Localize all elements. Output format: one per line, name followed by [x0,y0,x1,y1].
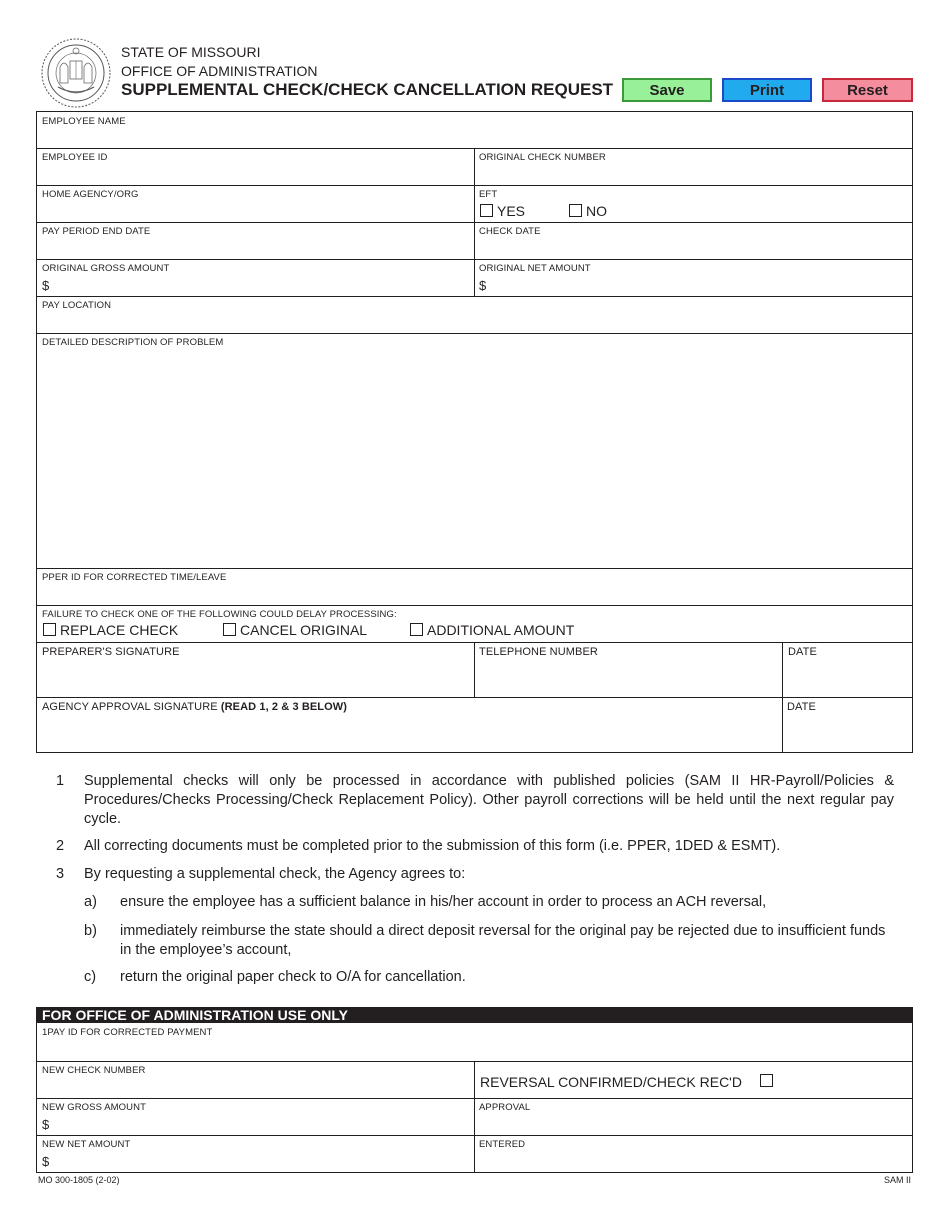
oa-section-heading: FOR OFFICE OF ADMINISTRATION USE ONLY [36,1007,913,1023]
dollar-sign: $ [42,1117,50,1132]
eft-no-checkbox[interactable] [569,204,582,217]
date-label: DATE [787,701,816,713]
original-net-field[interactable] [474,259,913,297]
agency-approval-text: AGENCY APPROVAL SIGNATURE [42,701,221,713]
new-check-number-field[interactable] [36,1061,475,1099]
pay-location-label: PAY LOCATION [42,300,112,311]
original-gross-label: ORIGINAL GROSS AMOUNT [42,263,170,274]
entered-label: ENTERED [479,1139,526,1150]
agency-approval-label [42,701,347,713]
home-agency-field[interactable] [36,185,475,223]
replace-check-label: REPLACE CHECK [60,622,179,638]
form-title: SUPPLEMENTAL CHECK/CHECK CANCELLATION REQUEST [121,80,614,99]
dollar-sign: $ [42,1154,50,1169]
instruction-2: All correcting documents must be completed prior to the submission of this form (i.e. PPER, 1DED & ESMT). [84,838,781,854]
instruction-number: 1 [56,773,65,789]
reversal-confirmed-field [474,1061,913,1099]
state-name: STATE OF MISSOURI [121,44,261,60]
cancel-original-option[interactable] [223,622,367,640]
state-seal [40,37,112,109]
eft-field [474,185,913,223]
entered-field[interactable] [474,1135,913,1173]
cancel-original-label: CANCEL ORIGINAL [240,622,368,638]
additional-amount-label: ADDITIONAL AMOUNT [427,622,575,638]
eft-no-option[interactable] [569,203,607,221]
instruction-3b: immediately reimburse the state should a direct deposit reversal for the original pay be rejected due to insufficient funds in the employee’s account, [120,923,886,958]
description-label: DETAILED DESCRIPTION OF PROBLEM [42,337,224,348]
failure-note: FAILURE TO CHECK ONE OF THE FOLLOWING COULD DELAY PROCESSING: [42,609,397,620]
employee-id-label: EMPLOYEE ID [42,152,108,163]
instruction-3a: ensure the employee has a sufficient balance in his/her account in order to process an ACH reversal, [120,894,767,910]
instruction-3c: return the original paper check to O/A for cancellation. [120,969,466,985]
dollar-sign: $ [42,278,50,293]
pay-period-end-label: PAY PERIOD END DATE [42,226,151,237]
check-date-label: CHECK DATE [479,226,541,237]
instruction-1: Supplemental checks will only be processed in accordance with published policies (SAM II HR-Payroll/Policies & Procedures/Checks Processing/Check Replacement Policy). Other payroll corrections will be held until the next regular pay cycle. [84,773,894,827]
pay-period-end-field[interactable] [36,222,475,260]
agency-approval-field[interactable] [36,697,783,753]
original-check-number-label: ORIGINAL CHECK NUMBER [479,152,606,163]
check-date-field[interactable] [474,222,913,260]
new-gross-field[interactable] [36,1098,475,1136]
preparer-date-field[interactable] [782,642,913,698]
new-gross-label: NEW GROSS AMOUNT [42,1102,146,1113]
eft-yes-label: YES [497,203,526,219]
agency-approval-note: (READ 1, 2 & 3 BELOW) [220,701,348,713]
instruction-letter: a) [84,894,97,910]
system-name: SAM II [884,1175,912,1185]
employee-name-field[interactable] [36,111,913,149]
cancel-original-checkbox[interactable] [223,623,236,636]
instruction-3: By requesting a supplemental check, the Agency agrees to: [84,866,466,882]
new-net-label: NEW NET AMOUNT [42,1139,131,1150]
reset-button[interactable]: Reset [822,78,913,102]
dollar-sign: $ [479,278,487,293]
preparer-signature-field[interactable] [36,642,475,698]
pay-id-label: 1PAY ID FOR CORRECTED PAYMENT [42,1027,213,1038]
new-net-field[interactable] [36,1135,475,1173]
new-check-number-label: NEW CHECK NUMBER [42,1065,146,1076]
eft-yes-option[interactable] [480,203,525,221]
preparer-signature-label: PREPARER'S SIGNATURE [42,646,180,658]
approval-label: APPROVAL [479,1102,531,1113]
original-check-number-field[interactable] [474,148,913,186]
instruction-letter: c) [84,969,97,985]
print-button[interactable]: Print [722,78,812,102]
pper-id-label: PPER ID FOR CORRECTED TIME/LEAVE [42,572,227,583]
reversal-confirmed-checkbox[interactable] [760,1074,773,1087]
eft-label: EFT [479,189,498,200]
replace-check-option[interactable] [43,622,178,640]
original-gross-field[interactable] [36,259,475,297]
missouri-state-seal-icon [40,37,112,109]
pper-id-field[interactable] [36,568,913,606]
description-field[interactable] [36,333,913,569]
telephone-field[interactable] [474,642,783,698]
original-net-label: ORIGINAL NET AMOUNT [479,263,591,274]
office-name: OFFICE OF ADMINISTRATION [121,63,318,79]
eft-yes-checkbox[interactable] [480,204,493,217]
employee-name-label: EMPLOYEE NAME [42,116,126,127]
instruction-number: 3 [56,866,65,882]
home-agency-label: HOME AGENCY/ORG [42,189,139,200]
pay-location-field[interactable] [36,296,913,334]
replace-check-checkbox[interactable] [43,623,56,636]
employee-id-field[interactable] [36,148,475,186]
additional-amount-checkbox[interactable] [410,623,423,636]
form-number: MO 300-1805 (2-02) [38,1175,120,1185]
additional-amount-option[interactable] [410,622,574,640]
date-label: DATE [788,646,817,658]
telephone-label: TELEPHONE NUMBER [479,646,598,658]
approval-field[interactable] [474,1098,913,1136]
reversal-confirmed-label: REVERSAL CONFIRMED/CHECK REC'D [480,1074,742,1090]
instruction-letter: b) [84,923,97,939]
save-button[interactable]: Save [622,78,712,102]
request-type-field [36,605,913,643]
eft-no-label: NO [586,203,607,219]
pay-id-field[interactable] [36,1023,913,1062]
agency-date-field[interactable] [782,697,913,753]
instruction-number: 2 [56,838,65,854]
